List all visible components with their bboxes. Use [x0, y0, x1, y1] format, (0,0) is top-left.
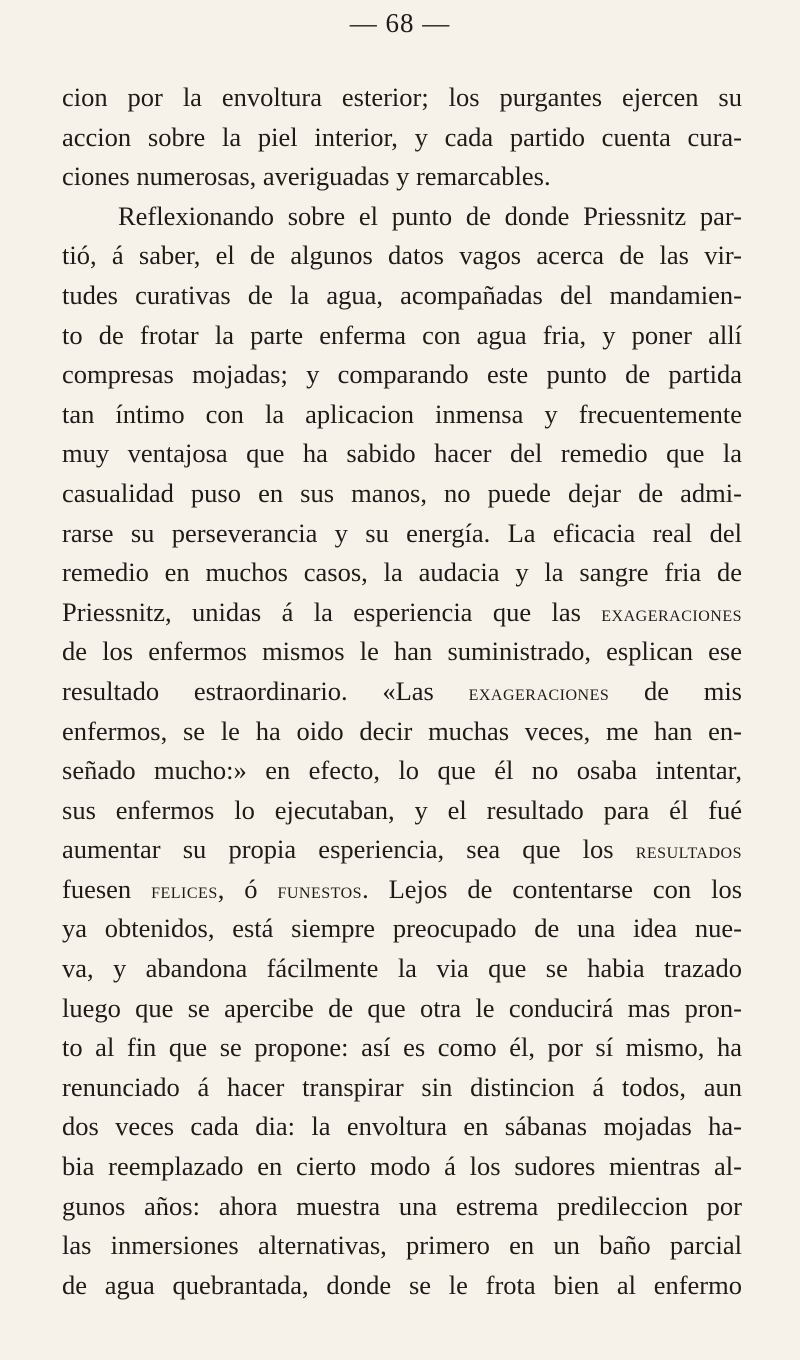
small-caps-term: funestos	[277, 877, 363, 903]
text-segment: aumentar su propia esperiencia, sea que los	[62, 834, 636, 865]
text-line	[62, 593, 742, 633]
text-line: de los enfermos mismos le han suministrado, esplican ese	[62, 636, 742, 667]
small-caps-term: exageraciones	[468, 679, 610, 705]
text-line: muy ventajosa que ha sabido hacer del remedio que la	[62, 438, 742, 469]
text-segment: de mis	[609, 675, 742, 706]
text-line	[62, 870, 742, 910]
text-segment: fuesen	[62, 873, 152, 904]
text-line: accion sobre la piel interior, y cada partido cuenta cura-	[62, 121, 742, 152]
text-line	[62, 672, 742, 712]
text-segment: , ó	[217, 873, 278, 904]
text-line: tudes curativas de la agua, acompañadas del mandamien-	[62, 279, 742, 310]
text-line: señado mucho:» en efecto, lo que él no osaba intentar,	[62, 755, 742, 786]
text-line: renunciado á hacer transpirar sin distincion á todos, aun	[62, 1071, 742, 1102]
paragraph-start-line: Reflexionando sobre el punto de donde Priessnitz par-	[118, 200, 742, 231]
text-line: enfermos, se le ha oido decir muchas veces, me han en-	[62, 715, 742, 746]
small-caps-term: exageraciones	[601, 600, 742, 626]
text-line: ciones numerosas, averiguadas y remarcables.	[62, 161, 551, 192]
text-line: las inmersiones alternativas, primero en un baño parcial	[62, 1230, 742, 1261]
text-line: ya obtenidos, está siempre preocupado de una idea nue-	[62, 913, 742, 944]
text-line: to al fin que se propone: así es como él, por sí mismo, ha	[62, 1032, 742, 1063]
text-line: luego que se apercibe de que otra le conducirá mas pron-	[62, 992, 742, 1023]
text-line: to de frotar la parte enferma con agua fria, y poner allí	[62, 319, 742, 350]
text-line: sus enfermos lo ejecutaban, y el resultado para él fué	[62, 794, 742, 825]
text-line: va, y abandona fácilmente la via que se habia trazado	[62, 953, 742, 984]
text-line	[62, 830, 742, 870]
body-text	[62, 78, 742, 1305]
text-line: cion por la envoltura esterior; los purgantes ejercen su	[62, 82, 742, 112]
text-line: tan íntimo con la aplicacion inmensa y frecuentemente	[62, 398, 742, 429]
text-line: remedio en muchos casos, la audacia y la sangre fria de	[62, 557, 742, 588]
text-segment: Priessnitz, unidas á la esperiencia que las	[62, 596, 602, 627]
text-line: de agua quebrantada, donde se le frota bien al enfermo	[62, 1269, 742, 1300]
text-line: compresas mojadas; y comparando este punto de partida	[62, 359, 742, 390]
text-line: rarse su perseverancia y su energía. La eficacia real del	[62, 517, 742, 548]
text-line: dos veces cada dia: la envoltura en sábanas mojadas ha-	[62, 1111, 742, 1142]
small-caps-term: resultados	[635, 838, 742, 864]
text-line: casualidad puso en sus manos, no puede dejar de admi-	[62, 477, 742, 508]
text-segment: resultado estraordinario. «Las	[62, 675, 469, 706]
page-number: — 68 —	[349, 8, 451, 38]
small-caps-term: felices	[151, 877, 218, 903]
text-line: gunos años: ahora muestra una estrema predileccion por	[62, 1190, 742, 1221]
text-line: bia reemplazado en cierto modo á los sudores mientras al-	[62, 1151, 742, 1182]
text-line: tió, á saber, el de algunos datos vagos acerca de las vir-	[62, 240, 742, 271]
text-segment: . Lejos de contentarse con los	[362, 873, 743, 904]
